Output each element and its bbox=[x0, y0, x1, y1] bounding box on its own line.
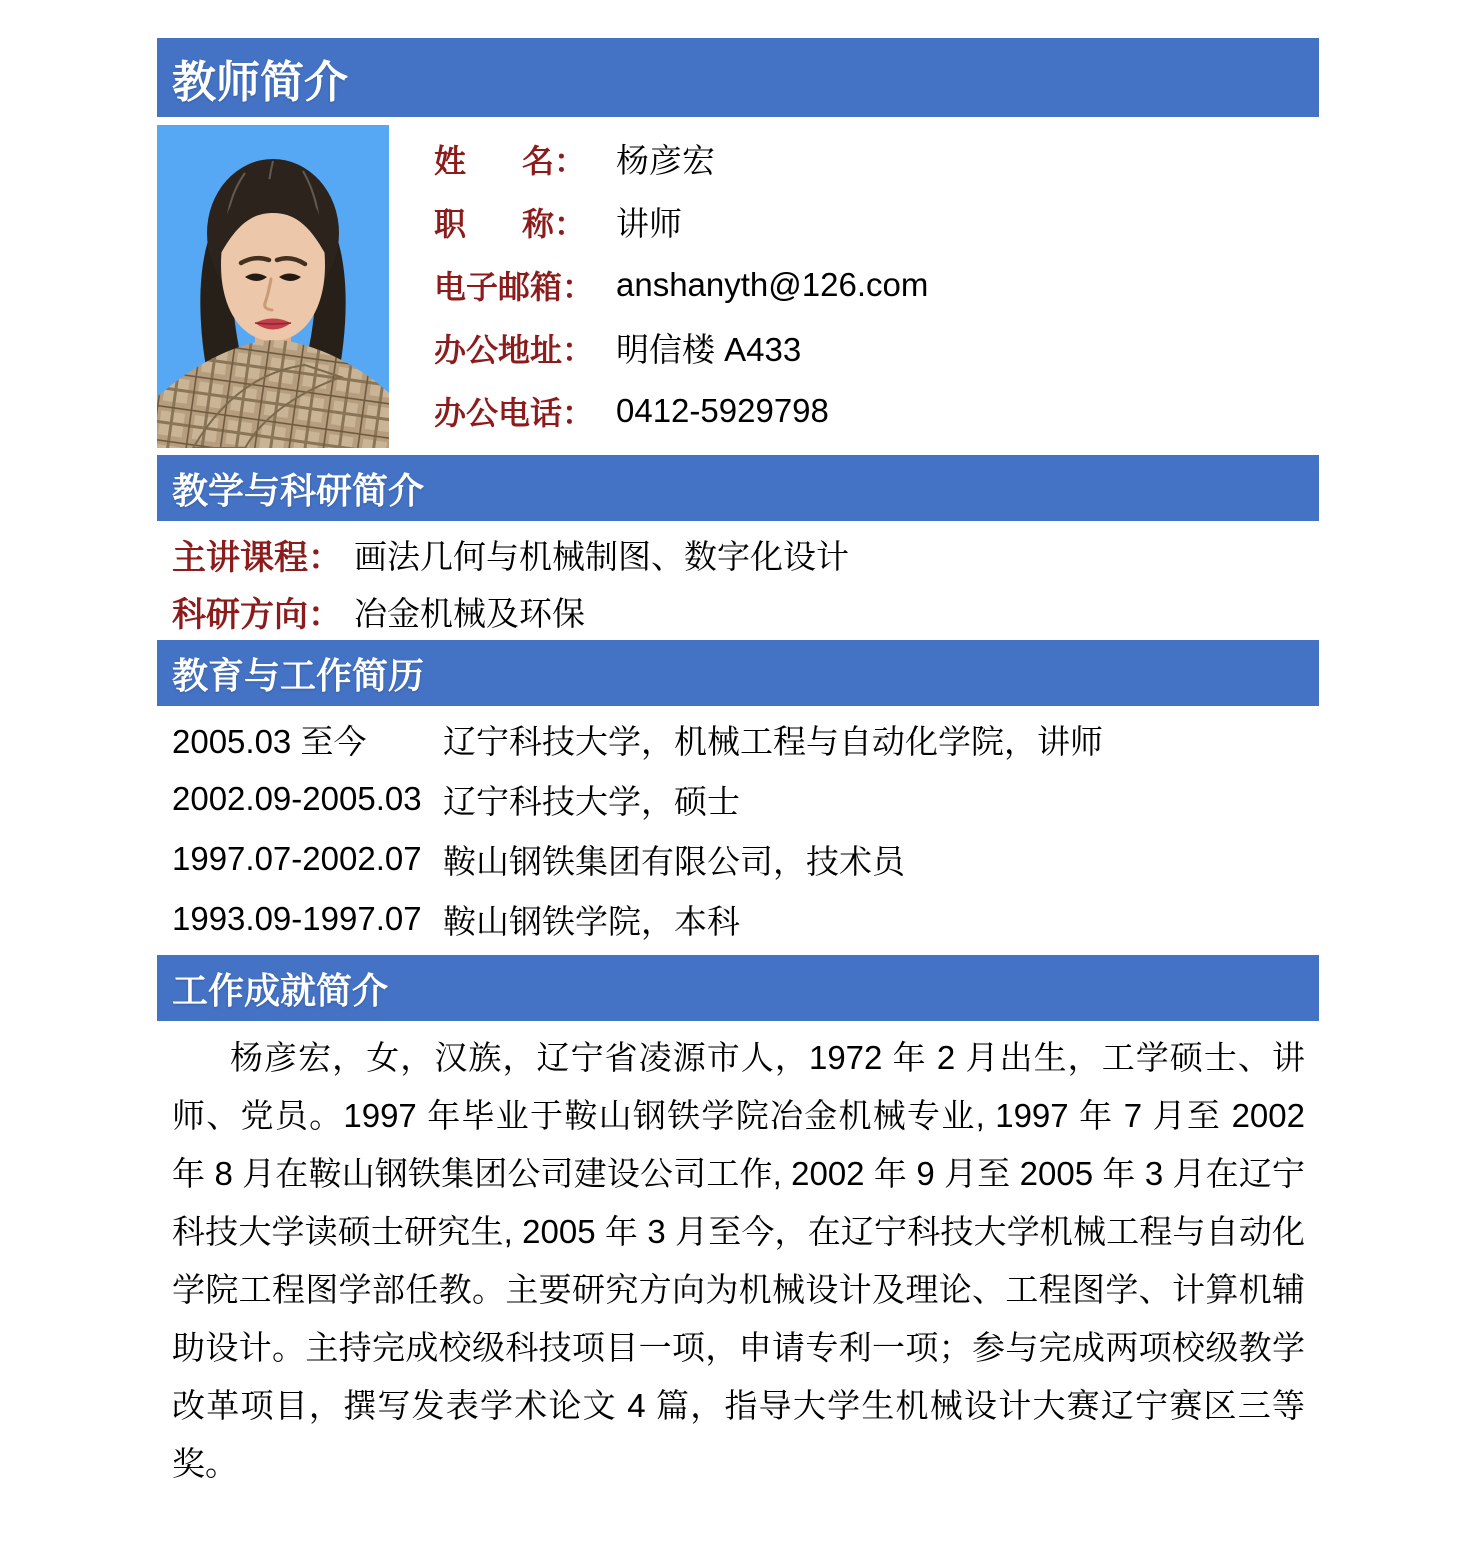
field-row-office-phone bbox=[434, 379, 928, 442]
field-row-email bbox=[434, 253, 928, 316]
achievements-paragraph: 杨彦宏，女，汉族，辽宁省凌源市人，1972 年 2 月出生，工学硕士、讲师、党员。1997 年毕业于鞍山钢铁学院冶金机械专业, 1997 年 7 月至 2002 年 8 月在鞍山钢铁集团公司建设公司工作, 2002 年 9 月至 2005 年 3 月在辽宁科技大学读硕士研究生, 2005 年 3 月至今，在辽宁科技大学机械工程与自动化学院工程图学部任教。主要研究方向为机械设计及理论、工程图学、计算机辅助设计。主持完成校级科技项目一项，申请专利一项；参与完成两项校级教学改革项目，撰写发表学术论文 4 篇，指导大学生机械设计大赛辽宁赛区三等奖。 bbox=[172, 1039, 1305, 1482]
education-row bbox=[172, 709, 1319, 769]
courses-row bbox=[172, 526, 1319, 583]
section-title: 工作成就简介 bbox=[172, 969, 389, 1011]
research-direction-label: 科研方向： bbox=[172, 596, 342, 634]
field-row-office-address bbox=[434, 316, 928, 379]
education-period: 1993.09-1997.07 bbox=[172, 900, 422, 937]
education-detail: 辽宁科技大学，硕士 bbox=[443, 782, 740, 820]
section-header-achievements bbox=[157, 955, 1319, 1021]
field-value-title: 讲师 bbox=[616, 205, 682, 242]
education-period: 2005.03 至今 bbox=[172, 722, 367, 760]
field-value-name: 杨彦宏 bbox=[616, 142, 715, 179]
teacher-photo bbox=[157, 125, 389, 448]
courses-value: 画法几何与机械制图、数字化设计 bbox=[354, 538, 849, 575]
field-value-office-phone: 0412-5929798 bbox=[616, 391, 829, 429]
field-row-title bbox=[434, 190, 928, 253]
field-label: 职 称： bbox=[434, 205, 586, 242]
education-detail: 鞍山钢铁集团有限公司，技术员 bbox=[443, 842, 905, 880]
field-label: 电子邮箱： bbox=[434, 268, 595, 305]
education-row bbox=[172, 769, 1319, 829]
section-title: 教学与科研简介 bbox=[172, 469, 425, 511]
profile-block bbox=[157, 125, 1319, 448]
education-period: 1997.07-2002.07 bbox=[172, 840, 422, 877]
section-title: 教育与工作简历 bbox=[172, 654, 425, 696]
research-direction-value: 冶金机械及环保 bbox=[354, 595, 585, 632]
teacher-photo-illustration bbox=[157, 125, 389, 448]
field-label: 办公电话： bbox=[434, 394, 595, 431]
education-detail: 鞍山钢铁学院，本科 bbox=[443, 902, 740, 940]
section-title: 教师简介 bbox=[172, 57, 348, 107]
field-label: 办公地址： bbox=[434, 331, 595, 368]
section-header-teacher-intro bbox=[157, 38, 1319, 117]
research-direction-row bbox=[172, 583, 1319, 640]
education-row bbox=[172, 889, 1319, 949]
teaching-research-rows bbox=[172, 526, 1319, 640]
education-period: 2002.09-2005.03 bbox=[172, 780, 422, 817]
field-value-office-address: 明信楼 A433 bbox=[616, 331, 802, 368]
education-row bbox=[172, 829, 1319, 889]
education-detail: 辽宁科技大学，机械工程与自动化学院，讲师 bbox=[443, 722, 1103, 760]
field-label: 姓 名： bbox=[434, 142, 586, 179]
field-row-name bbox=[434, 127, 928, 190]
courses-label: 主讲课程： bbox=[172, 539, 342, 577]
section-header-teaching-research bbox=[157, 455, 1319, 521]
document-content bbox=[157, 38, 1319, 1493]
profile-fields bbox=[434, 125, 928, 448]
section-header-education-work bbox=[157, 640, 1319, 706]
field-value-email: anshanyth@126.com bbox=[616, 265, 929, 303]
education-work-rows bbox=[172, 709, 1319, 949]
